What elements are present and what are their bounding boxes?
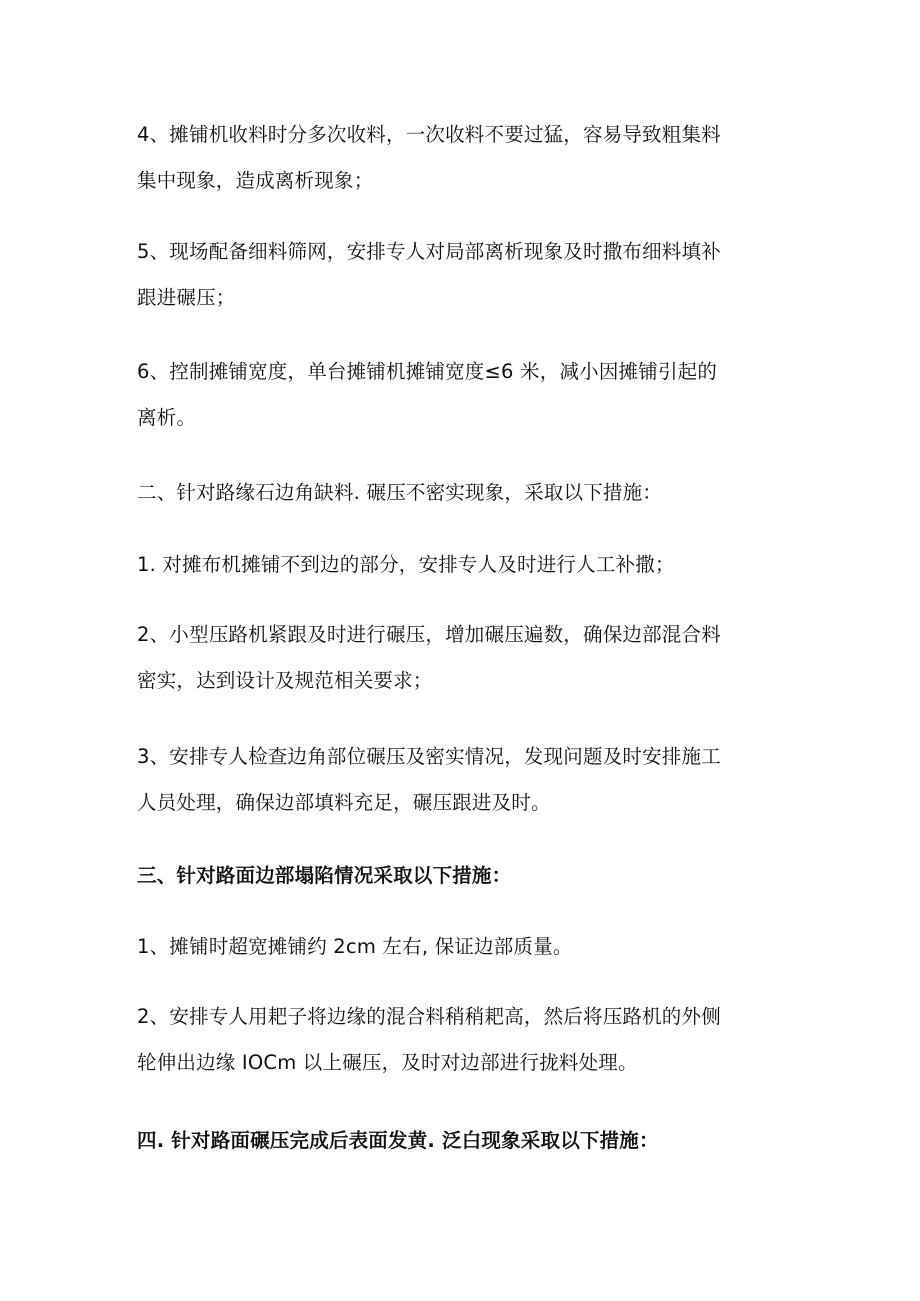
text-line: 5、现场配备细料筛网，安排专人对局部离析现象及时撒布细料填补 <box>137 240 721 263</box>
text-line: 离析。 <box>137 406 197 429</box>
text-line: 密实，达到设计及规范相关要求； <box>137 669 433 692</box>
text-line: 人员处理，确保边部填料充足，碾压跟进及时。 <box>137 791 551 814</box>
section-heading-4 <box>137 1118 787 1164</box>
text-line: 四. 针对路面碾压完成后表面发黄. 泛白现象采取以下措施： <box>137 1129 659 1152</box>
paragraph-item-4 <box>137 112 787 204</box>
text-line: 4、摊铺机收料时分多次收料，一次收料不要过猛，容易导致粗集料 <box>137 123 721 146</box>
paragraph-item-1 <box>137 542 787 588</box>
text-line: 跟进碾压； <box>137 286 236 309</box>
paragraph-item-3 <box>137 734 787 826</box>
text-line: 2、安排专人用耙子将边缘的混合料稍稍耙高，然后将压路机的外侧 <box>137 1005 721 1028</box>
text-line: 3、安排专人检查边角部位碾压及密实情况，发现问题及时安排施工 <box>137 745 721 768</box>
text-line: 1、摊铺时超宽摊铺约 2cm 左右, 保证边部质量。 <box>137 935 573 958</box>
paragraph-item-6 <box>137 349 787 441</box>
text-line: 2、小型压路机紧跟及时进行碾压，增加碾压遍数，确保边部混合料 <box>137 623 721 646</box>
text-line: 集中现象，造成离析现象； <box>137 169 374 192</box>
paragraph-item-2 <box>137 612 787 704</box>
paragraph-item-1b <box>137 924 787 970</box>
section-heading-2 <box>137 470 787 516</box>
section-heading-3 <box>137 853 787 899</box>
text-line: 二、针对路缘石边角缺料. 碾压不密实现象，采取以下措施： <box>137 481 662 504</box>
text-line: 6、控制摊铺宽度，单台摊铺机摊铺宽度≤6 米，减小因摊铺引起的 <box>137 360 718 383</box>
paragraph-item-2b <box>137 994 787 1086</box>
text-line: 1. 对摊布机摊铺不到边的部分，安排专人及时进行人工补撒； <box>137 553 675 576</box>
text-line: 三、针对路面边部塌陷情况采取以下措施： <box>137 864 512 887</box>
paragraph-item-5 <box>137 229 787 321</box>
text-line: 轮伸出边缘 IOCm 以上碾压，及时对边部进行拢料处理。 <box>137 1051 638 1074</box>
